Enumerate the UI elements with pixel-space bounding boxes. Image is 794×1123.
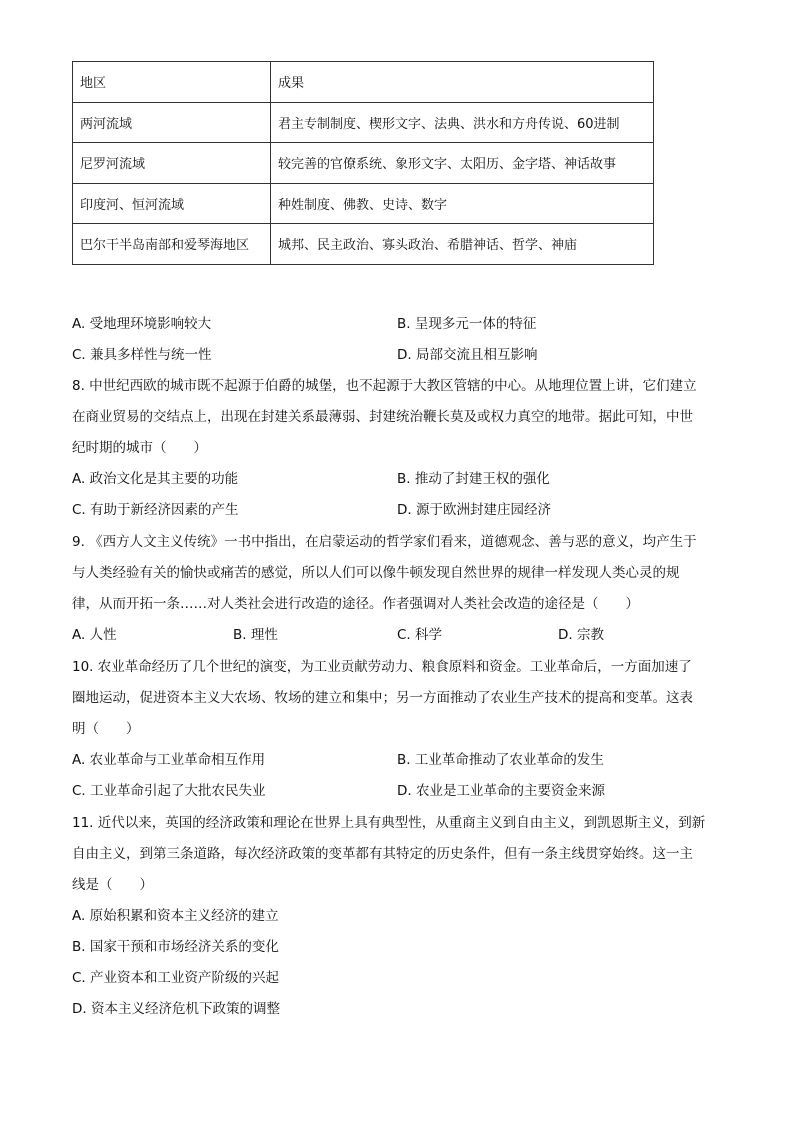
table-cell-region: 两河流域 (73, 102, 271, 143)
q8-stem-line-3: 纪时期的城市（ ） (72, 440, 207, 456)
table-row (73, 102, 654, 143)
q8-option-c: C. 有助于新经济因素的产生 (72, 502, 239, 518)
table-cell-achievements: 较完善的官僚系统、象形文字、太阳历、金字塔、神话故事 (271, 143, 654, 184)
q7-option-d: D. 局部交流且相互影响 (397, 347, 538, 363)
q7-option-b: B. 呈现多元一体的特征 (397, 316, 537, 332)
table-cell-region: 巴尔干半岛南部和爱琴海地区 (73, 224, 271, 265)
q8-option-b: B. 推动了封建王权的强化 (397, 471, 550, 487)
table-header-row (73, 62, 654, 103)
table-cell-achievements: 君主专制制度、楔形文字、法典、洪水和方舟传说、60进制 (271, 102, 654, 143)
q9-stem-line-3: 律，从而开拓一条……对人类社会进行改造的途径。作者强调对人类社会改造的途径是（ ） (72, 596, 639, 612)
q11-option-b: B. 国家干预和市场经济关系的变化 (72, 939, 279, 955)
q7-option-a: A. 受地理环境影响较大 (72, 316, 212, 332)
region-achievements-table (72, 61, 654, 265)
q11-option-a: A. 原始积累和资本主义经济的建立 (72, 908, 279, 924)
q11-option-d: D. 资本主义经济危机下政策的调整 (72, 1001, 280, 1017)
q8-stem-line-2: 在商业贸易的交结点上，出现在封建关系最薄弱、封建统治鞭长莫及或权力真空的地带。据此可知，中世 (72, 409, 693, 425)
table-row (73, 224, 654, 265)
header-cell-region: 地区 (73, 62, 271, 103)
q8-option-a: A. 政治文化是其主要的功能 (72, 471, 239, 487)
table-row (73, 143, 654, 184)
q9-option-d: D. 宗教 (558, 627, 604, 643)
table-row (73, 183, 654, 224)
table-cell-achievements: 城邦、民主政治、寡头政治、希腊神话、哲学、神庙 (271, 224, 654, 265)
q10-option-a: A. 农业革命与工业革命相互作用 (72, 752, 266, 768)
q11-stem-line-1: 11. 近代以来，英国的经济政策和理论在世界上具有典型性，从重商主义到自由主义，到凯恩斯主义，到新 (72, 815, 706, 831)
q9-option-b: B. 理性 (233, 627, 278, 643)
q11-stem-line-2: 自由主义，到第三条道路，每次经济政策的变革都有其特定的历史条件，但有一条主线贯穿始终。这一主 (72, 846, 693, 862)
q10-option-b: B. 工业革命推动了农业革命的发生 (397, 752, 604, 768)
q10-option-c: C. 工业革命引起了大批农民失业 (72, 783, 266, 799)
q10-stem-line-1: 10. 农业革命经历了几个世纪的演变，为工业贡献劳动力、粮食原料和资金。工业革命后，一方面加速了 (72, 659, 692, 675)
table-cell-region: 尼罗河流域 (73, 143, 271, 184)
q9-stem-line-2: 与人类经验有关的愉快或痛苦的感觉，所以人们可以像牛顿发现自然世界的规律一样发现人类心灵的规 (72, 565, 680, 581)
q11-option-c: C. 产业资本和工业资产阶级的兴起 (72, 970, 280, 986)
q10-option-d: D. 农业是工业革命的主要资金来源 (397, 783, 605, 799)
q9-option-c: C. 科学 (397, 627, 443, 643)
q9-option-a: A. 人性 (72, 627, 117, 643)
table-cell-region: 印度河、恒河流域 (73, 183, 271, 224)
q10-stem-line-2: 圈地运动，促进资本主义大农场、牧场的建立和集中；另一方面推动了农业生产技术的提高和变革。这表 (72, 690, 693, 706)
q8-stem-line-1: 8. 中世纪西欧的城市既不起源于伯爵的城堡，也不起源于大教区管辖的中心。从地理位置上讲，它们建立 (72, 378, 697, 394)
q8-option-d: D. 源于欧洲封建庄园经济 (397, 502, 551, 518)
table-cell-achievements: 种姓制度、佛教、史诗、数字 (271, 183, 654, 224)
q11-stem-line-3: 线是（ ） (72, 877, 153, 893)
q9-stem-line-1: 9. 《西方人文主义传统》一书中指出，在启蒙运动的哲学家们看来，道德观念、善与恶的意义，均产生于 (72, 534, 697, 550)
q7-option-c: C. 兼具多样性与统一性 (72, 347, 212, 363)
q10-stem-line-3: 明（ ） (72, 721, 140, 737)
header-cell-achievements: 成果 (271, 62, 654, 103)
